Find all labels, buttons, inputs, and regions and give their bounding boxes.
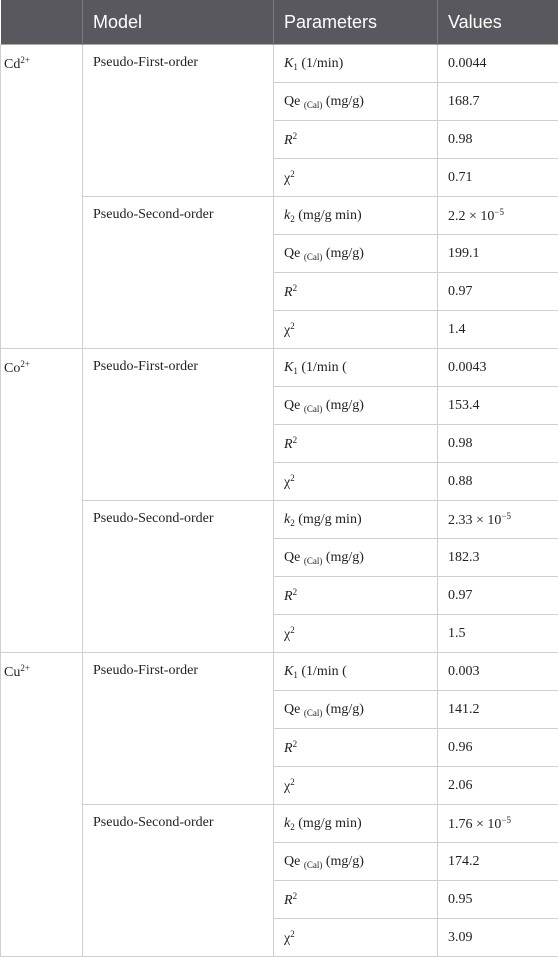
param-cell: $R^2$ xyxy=(274,273,438,311)
table-row xyxy=(1,45,558,83)
param-cell: $K_1$ (1/min) xyxy=(274,45,438,83)
ion-cell: $Cd^{2+}$ xyxy=(1,45,83,349)
value-cell: 153.4 xyxy=(438,387,558,425)
value-cell: 0.0043 xyxy=(438,349,558,387)
value-cell: $2.2 \times 10^{-5}$ xyxy=(438,197,558,235)
ion-cell: $Co^{2+}$ xyxy=(1,349,83,653)
value-cell: 1.5 xyxy=(438,615,558,653)
param-cell: $\chi^2$ xyxy=(274,615,438,653)
table-row xyxy=(1,197,558,235)
table-row xyxy=(1,501,558,539)
value-cell: 0.98 xyxy=(438,425,558,463)
header-values: Values xyxy=(438,0,558,45)
param-cell: Qe $_{(Cal)}$ (mg/g) xyxy=(274,539,438,577)
header-row xyxy=(1,0,558,45)
param-cell: $\chi^2$ xyxy=(274,159,438,197)
model-cell: Pseudo-First-order xyxy=(83,349,274,501)
value-cell: 0.98 xyxy=(438,121,558,159)
param-cell: $R^2$ xyxy=(274,425,438,463)
value-cell: 199.1 xyxy=(438,235,558,273)
value-cell: 0.97 xyxy=(438,273,558,311)
value-cell: 1.4 xyxy=(438,311,558,349)
param-cell: $K_1$ (1/min ( xyxy=(274,349,438,387)
param-cell: $k_2$ (mg/g min) xyxy=(274,501,438,539)
value-cell: 174.2 xyxy=(438,843,558,881)
param-cell: $k_2$ (mg/g min) xyxy=(274,805,438,843)
param-cell: $\chi^2$ xyxy=(274,463,438,501)
param-cell: Qe $_{(Cal)}$ (mg/g) xyxy=(274,235,438,273)
header-ion xyxy=(1,0,83,45)
value-cell: $2.33 \times 10^{-5}$ xyxy=(438,501,558,539)
param-cell: $R^2$ xyxy=(274,729,438,767)
param-cell: $\chi^2$ xyxy=(274,919,438,957)
value-cell: 182.3 xyxy=(438,539,558,577)
model-cell: Pseudo-First-order xyxy=(83,45,274,197)
param-cell: $\chi^2$ xyxy=(274,767,438,805)
table-row xyxy=(1,653,558,691)
param-cell: $\chi^2$ xyxy=(274,311,438,349)
param-cell: $R^2$ xyxy=(274,881,438,919)
model-cell: Pseudo-Second-order xyxy=(83,805,274,957)
param-cell: $R^2$ xyxy=(274,121,438,159)
param-cell: Qe $_{(Cal)}$ (mg/g) xyxy=(274,843,438,881)
header-parameters: Parameters xyxy=(274,0,438,45)
value-cell: 0.0044 xyxy=(438,45,558,83)
value-cell: 0.97 xyxy=(438,577,558,615)
value-cell: $1.76 \times 10^{-5}$ xyxy=(438,805,558,843)
param-cell: Qe $_{(Cal)}$ (mg/g) xyxy=(274,83,438,121)
param-cell: $k_2$ (mg/g min) xyxy=(274,197,438,235)
value-cell: 168.7 xyxy=(438,83,558,121)
value-cell: 0.96 xyxy=(438,729,558,767)
table-body xyxy=(1,45,558,957)
table-row xyxy=(1,805,558,843)
value-cell: 0.95 xyxy=(438,881,558,919)
param-cell: Qe $_{(Cal)}$ (mg/g) xyxy=(274,691,438,729)
value-cell: 141.2 xyxy=(438,691,558,729)
param-cell: $K_1$ (1/min ( xyxy=(274,653,438,691)
model-cell: Pseudo-First-order xyxy=(83,653,274,805)
model-cell: Pseudo-Second-order xyxy=(83,501,274,653)
value-cell: 0.71 xyxy=(438,159,558,197)
value-cell: 3.09 xyxy=(438,919,558,957)
header-model: Model xyxy=(83,0,274,45)
value-cell: 0.88 xyxy=(438,463,558,501)
value-cell: 2.06 xyxy=(438,767,558,805)
table-row xyxy=(1,349,558,387)
value-cell: 0.003 xyxy=(438,653,558,691)
model-cell: Pseudo-Second-order xyxy=(83,197,274,349)
param-cell: $R^2$ xyxy=(274,577,438,615)
table-header xyxy=(1,0,558,45)
param-cell: Qe $_{(Cal)}$ (mg/g) xyxy=(274,387,438,425)
ion-cell: $Cu^{2+}$ xyxy=(1,653,83,957)
